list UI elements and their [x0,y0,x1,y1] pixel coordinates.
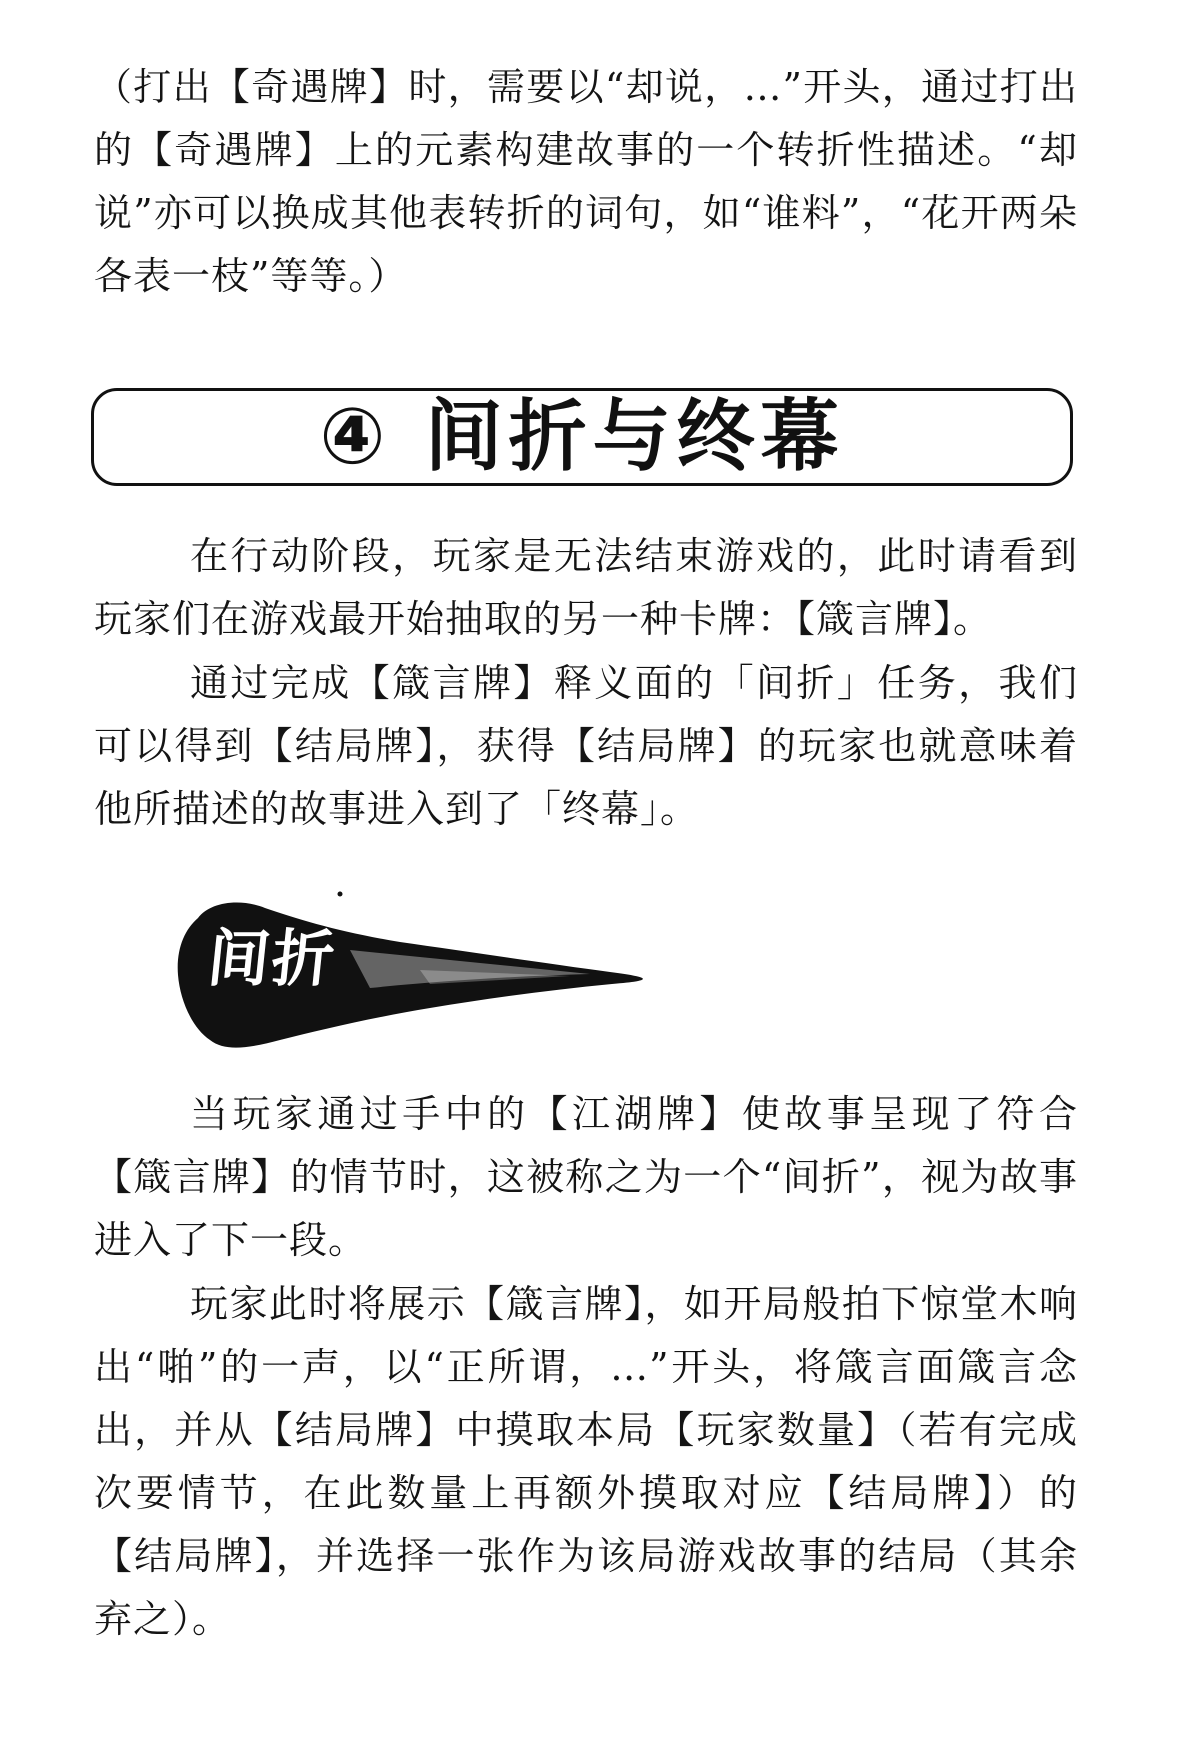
brush-stroke-heading [170,880,670,1060]
paragraph-interlude-task: 通过完成【箴言牌】释义面的「间折」任务，我们可以得到【结局牌】，获得【结局牌】的玩家也就意味着他所描述的故事进入到了「终幕」。 [94,661,1078,831]
paragraph-interlude-definition: 当玩家通过手中的【江湖牌】使故事呈现了符合【箴言牌】的情节时，这被称之为一个“间折”，视为故事进入了下一段。 [94,1092,1078,1262]
paragraph-reveal-motto: 玩家此时将展示【箴言牌】，如开局般拍下惊堂木响出“啪”的一声，以“正所谓，…”开头，将箴言面箴言念出，并从【结局牌】中摸取本局【玩家数量】（若有完成次要情节，在此数量上再额外摸取对应【结局牌】）的【结局牌】，并选择一张作为该局游戏故事的结局（其余弃之）。 [94,1282,1078,1641]
brush-heading-label: 间折 [204,922,340,995]
section-title: ④ 间折与终幕 [319,392,845,482]
section-heading-box [91,388,1073,486]
paragraph-action-phase: 在行动阶段，玩家是无法结束游戏的，此时请看到玩家们在游戏最开始抽取的另一种卡牌：【箴言牌】。 [94,534,1078,641]
intro-paragraph: （打出【奇遇牌】时，需要以“却说，…”开头，通过打出的【奇遇牌】上的元素构建故事的一个转折性描述。“却说”亦可以换成其他表转折的词句，如“谁料”，“花开两朵各表一枝”等等。） [94,65,1078,298]
